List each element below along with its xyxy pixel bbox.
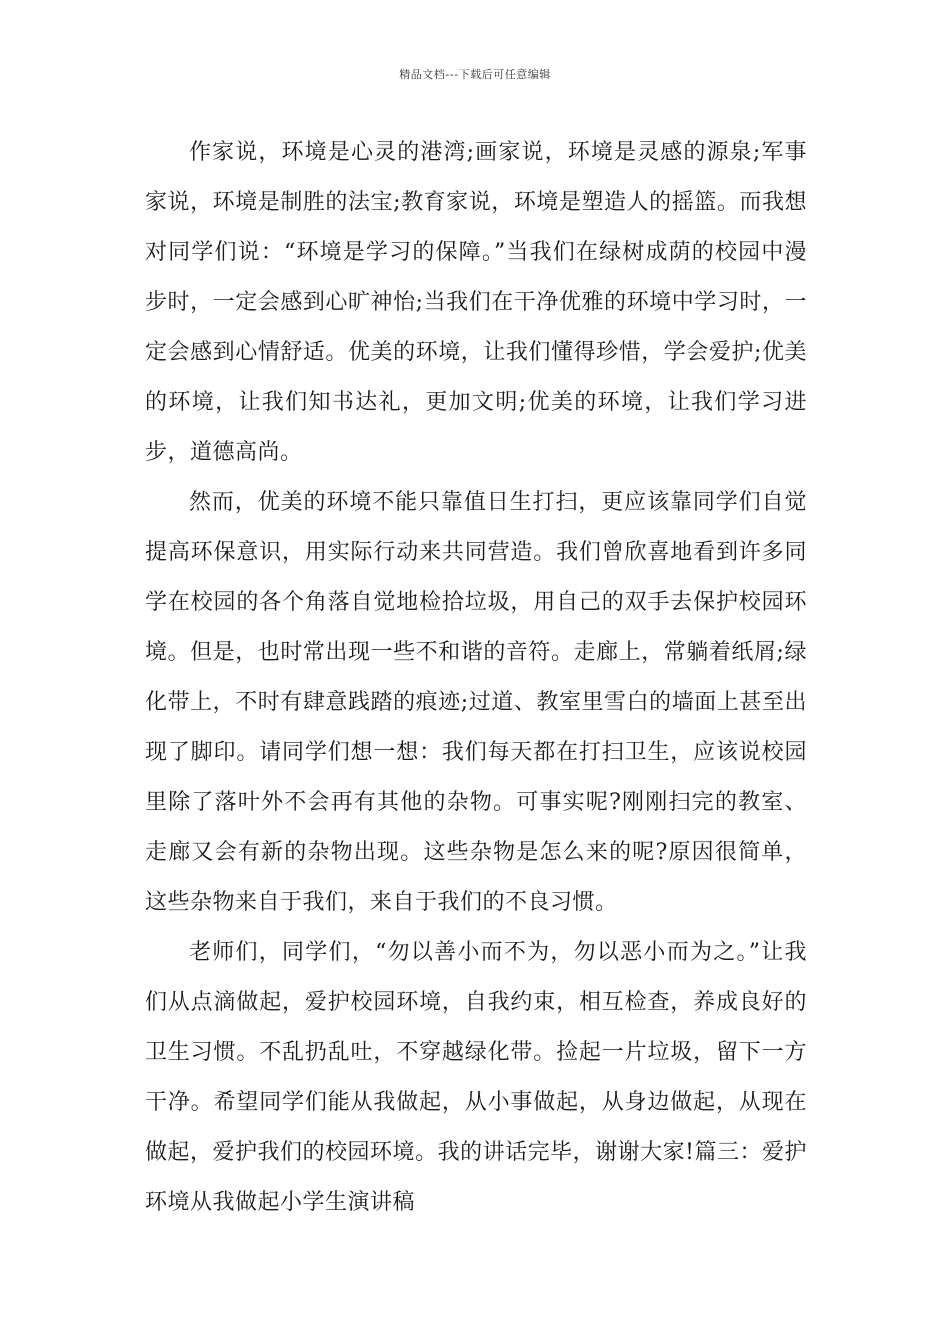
paragraph-3: 老师们，同学们，“勿以善小而不为，勿以恶小而为之。”让我们从点滴做起，爱护校园环境，自我约束，相互检查，养成良好的卫生习惯。不乱扔乱吐，不穿越绿化带。捡起一片垃圾，留下一方干净。希望同学们能从我做起，从小事做起，从身边做起，从现在做起，爱护我们的校园环境。我的讲话完毕，谢谢大家!篇三：爱护环境从我做起小学生演讲稿 (145, 940, 807, 1215)
document-body (145, 128, 807, 1228)
paragraph-2: 然而，优美的环境不能只靠值日生打扫，更应该靠同学们自觉提高环保意识，用实际行动来共同营造。我们曾欣喜地看到许多同学在校园的各个角落自觉地检拾垃圾，用自己的双手去保护校园环境。但是，也时常出现一些不和谐的音符。走廊上，常躺着纸屑;绿化带上，不时有肆意践踏的痕迹;过道、教室里雪白的墙面上甚至出现了脚印。请同学们想一想：我们每天都在打扫卫生，应该说校园里除了落叶外不会再有其他的杂物。可事实呢?刚刚扫完的教室、走廊又会有新的杂物出现。这些杂物是怎么来的呢?原因很简单，这些杂物来自于我们，来自于我们的不良习惯。 (145, 490, 807, 915)
page-header: 精品文档---下载后可任意编辑 (399, 68, 551, 81)
paragraph-1: 作家说，环境是心灵的港湾;画家说，环境是灵感的源泉;军事家说，环境是制胜的法宝;教育家说，环境是塑造人的摇篮。而我想对同学们说：“环境是学习的保障。”当我们在绿树成荫的校园中漫步时，一定会感到心旷神怡;当我们在干净优雅的环境中学习时，一定会感到心情舒适。优美的环境，让我们懂得珍惜，学会爱护;优美的环境，让我们知书达礼，更加文明;优美的环境，让我们学习进步，道德高尚。 (145, 140, 807, 465)
